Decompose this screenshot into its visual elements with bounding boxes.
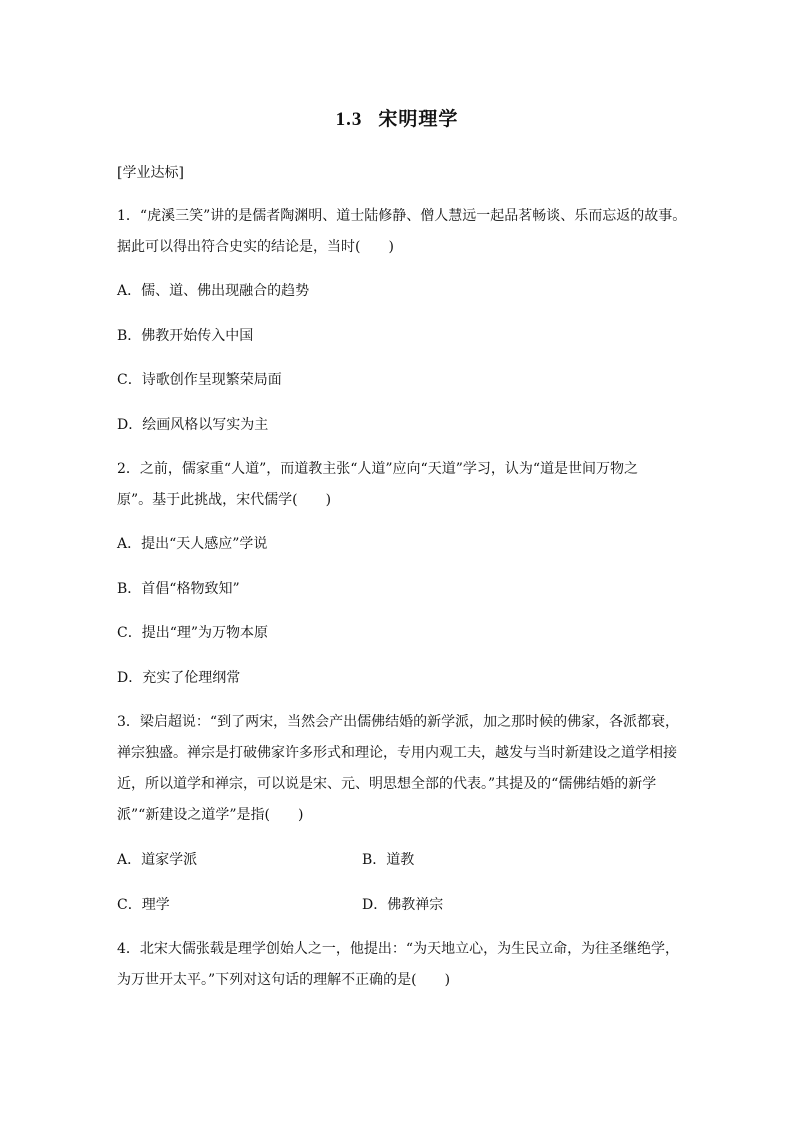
q2-stem-line1: 2．之前，儒家重“人道”，而道教主张“人道”应向“天道”学习，认为“道是世间万物之 — [117, 461, 639, 477]
q3-stem-line3: 近，所以道学和禅宗，可以说是宋、元、明思想全部的代表。”其提及的“儒佛结婚的新学 — [117, 776, 657, 792]
q1-option-b: B．佛教开始传入中国 — [117, 328, 254, 344]
q3-stem-line1: 3．梁启超说：“到了两宋，当然会产出儒佛结婚的新学派，加之那时候的佛家，各派都衰， — [117, 714, 680, 730]
q3-option-a: A．道家学派 — [117, 852, 198, 868]
q3-stem-line2: 禅宗独盛。禅宗是打破佛家许多形式和理论，专用内观工夫，越发与当时新建设之道学相接 — [117, 745, 677, 761]
q1-option-c: C．诗歌创作呈现繁荣局面 — [117, 372, 282, 388]
q3-option-b: B．道教 — [362, 852, 415, 868]
q1-option-d: D．绘画风格以写实为主 — [117, 417, 269, 433]
page-title — [0, 104, 794, 131]
q2-stem-line2: 原”。基于此挑战，宋代儒学( ) — [117, 492, 332, 508]
q1-stem-line1: 1．“虎溪三笑”讲的是儒者陶渊明、道士陆修静、僧人慧远一起品茗畅谈、乐而忘返的故事。 — [117, 208, 687, 224]
q3-stem-line4: 派”“新建设之道学”是指( ) — [117, 807, 304, 823]
q4-stem-line1: 4．北宋大儒张载是理学创始人之一，他提出：“为天地立心，为生民立命，为往圣继绝学， — [117, 941, 680, 957]
q3-option-d: D．佛教禅宗 — [362, 897, 444, 913]
q1-stem-line2: 据此可以得出符合史实的结论是，当时( ) — [117, 239, 394, 255]
q2-option-d: D．充实了伦理纲常 — [117, 670, 241, 686]
section-label: [学业达标] — [117, 165, 184, 181]
q3-option-c: C．理学 — [117, 897, 170, 913]
section-number: 1.3 — [335, 109, 363, 130]
q2-option-a: A．提出“天人感应”学说 — [117, 536, 268, 552]
q2-option-b: B．首倡“格物致知” — [117, 581, 240, 597]
q1-option-a: A．儒、道、佛出现融合的趋势 — [117, 283, 310, 299]
q2-option-c: C．提出“理”为万物本原 — [117, 625, 269, 641]
section-title: 宋明理学 — [378, 108, 459, 130]
q4-stem-line2: 为万世开太平。”下列对这句话的理解不正确的是( ) — [117, 972, 451, 988]
